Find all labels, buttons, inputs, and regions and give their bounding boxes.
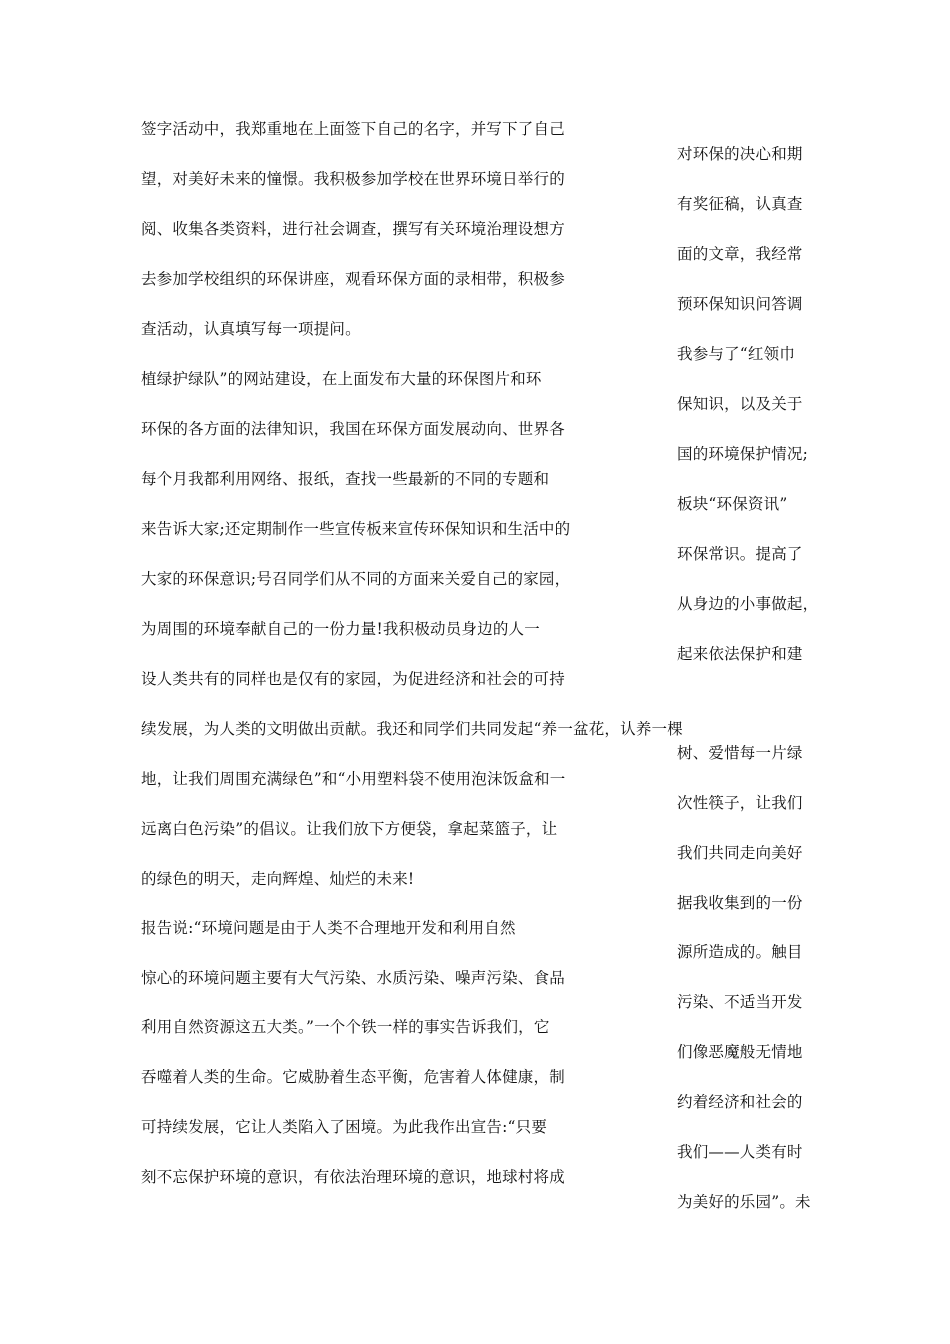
left-text-line: 为周围的环境奉献自己的一份力量!我积极动员身边的人一 [141,620,540,638]
right-text-line: 树、爱惜每一片绿 [677,744,803,762]
left-text-line: 的绿色的明天，走向辉煌、灿烂的未来! [141,870,415,888]
right-text-line: 环保常识。提高了 [677,545,803,563]
right-text-line: 据我收集到的一份 [677,894,803,912]
right-text-line: 有奖征稿，认真查 [677,195,803,213]
left-text-line: 设人类共有的同样也是仅有的家园，为促进经济和社会的可持 [141,670,565,688]
right-text-line: 国的环境保护情况; [677,445,809,463]
left-text-line: 每个月我都利用网络、报纸，查找一些最新的不同的专题和 [141,470,550,488]
left-text-line: 来告诉大家;还定期制作一些宣传板来宣传环保知识和生活中的 [141,520,571,538]
left-text-line: 报告说:“环境问题是由于人类不合理地开发和利用自然 [141,919,516,937]
left-text-line: 植绿护绿队”的网站建设，在上面发布大量的环保图片和环 [141,370,542,388]
left-text-line: 惊心的环境问题主要有大气污染、水质污染、噪声污染、食品 [141,969,565,987]
left-text-line: 查活动，认真填写每一项提问。 [141,320,361,338]
left-text-line: 签字活动中，我郑重地在上面签下自己的名字，并写下了自己 [141,120,565,138]
right-text-line: 们像恶魔般无情地 [677,1043,803,1061]
right-text-line: 预环保知识问答调 [677,295,803,313]
right-text-line: 保知识，以及关于 [677,395,803,413]
left-text-line: 续发展，为人类的文明做出贡献。我还和同学们共同发起“养一盆花，认养一棵 [141,720,683,738]
left-text-line: 阅、收集各类资料，进行社会调查，撰写有关环境治理设想方 [141,220,565,238]
right-text-line: 起来依法保护和建 [677,645,803,663]
left-text-line: 远离白色污染”的倡议。让我们放下方便袋，拿起菜篮子，让 [141,820,558,838]
right-text-line: 约着经济和社会的 [677,1093,803,1111]
right-text-line: 源所造成的。触目 [677,943,803,961]
left-text-line: 望，对美好未来的憧憬。我积极参加学校在世界环境日举行的 [141,170,565,188]
left-text-line: 环保的各方面的法律知识，我国在环保方面发展动向、世界各 [141,420,565,438]
left-text-line: 利用自然资源这五大类。”一个个铁一样的事实告诉我们，它 [141,1018,550,1036]
right-text-line: 污染、不适当开发 [677,993,803,1011]
right-text-line: 次性筷子，让我们 [677,794,803,812]
right-text-line: 对环保的决心和期 [677,145,803,163]
left-text-line: 去参加学校组织的环保讲座，观看环保方面的录相带，积极参 [141,270,565,288]
right-text-line: 从身边的小事做起， [677,595,819,613]
right-text-line: 板块“环保资讯” [677,495,788,513]
left-text-line: 大家的环保意识;号召同学们从不同的方面来关爱自己的家园， [141,570,571,588]
right-text-line: 我们——人类有时 [677,1143,803,1161]
left-text-line: 吞噬着人类的生命。它威胁着生态平衡，危害着人体健康，制 [141,1068,565,1086]
left-text-line: 刻不忘保护环境的意识，有依法治理环境的意识，地球村将成 [141,1168,565,1186]
left-text-line: 可持续发展，它让人类陷入了困境。为此我作出宣告:“只要 [141,1118,548,1136]
right-text-line: 我参与了“红领巾 [677,345,796,363]
left-text-line: 地，让我们周围充满绿色”和“小用塑料袋不使用泡沫饭盒和一 [141,770,566,788]
right-text-line: 为美好的乐园”。未 [677,1193,811,1211]
right-text-line: 我们共同走向美好 [677,844,803,862]
right-text-line: 面的文章，我经常 [677,245,803,263]
